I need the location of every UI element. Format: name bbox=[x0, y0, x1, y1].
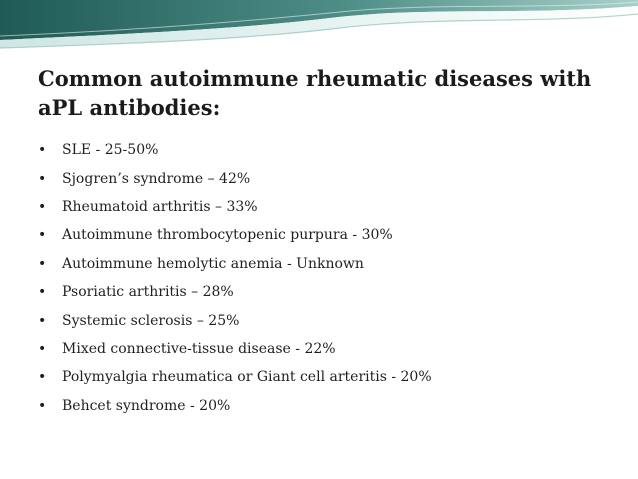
bullet-mark: • bbox=[38, 142, 47, 159]
bullet-text: Autoimmune thrombocytopenic purpura - 30% bbox=[62, 227, 393, 244]
bullet-item-hemolytic-anemia bbox=[38, 250, 432, 278]
bullet-mark: • bbox=[38, 255, 47, 272]
bullet-item-rheumatoid-arthritis bbox=[38, 193, 432, 221]
bullet-mark: • bbox=[38, 369, 47, 386]
bullet-text: Systemic sclerosis – 25% bbox=[62, 312, 240, 329]
bullet-text: Rheumatoid arthritis – 33% bbox=[62, 198, 258, 215]
bullet-mark: • bbox=[38, 397, 47, 414]
bullet-list bbox=[38, 136, 432, 420]
bullet-text: SLE - 25-50% bbox=[62, 142, 159, 159]
bullet-item-psoriatic-arthritis bbox=[38, 278, 432, 306]
bullet-mark: • bbox=[38, 312, 47, 329]
bullet-item-behcet-syndrome bbox=[38, 392, 432, 420]
bullet-item-systemic-sclerosis bbox=[38, 306, 432, 334]
bullet-mark: • bbox=[38, 340, 47, 357]
bullet-mark: • bbox=[38, 227, 47, 244]
bullet-item-sle bbox=[38, 136, 432, 164]
bullet-item-sjogren bbox=[38, 164, 432, 192]
bullet-mark: • bbox=[38, 198, 47, 215]
bullet-text: Autoimmune hemolytic anemia - Unknown bbox=[62, 255, 364, 272]
slide-title: Common autoimmune rheumatic diseases with aPL antibodies: bbox=[38, 66, 592, 120]
header-wave-decoration bbox=[0, 0, 638, 60]
bullet-text: Mixed connective-tissue disease - 22% bbox=[62, 340, 336, 357]
bullet-mark: • bbox=[38, 170, 47, 187]
bullet-text: Sjogren’s syndrome – 42% bbox=[62, 170, 251, 187]
bullet-item-mixed-connective-tissue bbox=[38, 335, 432, 363]
bullet-mark: • bbox=[38, 284, 47, 301]
bullet-item-polymyalgia-rheumatica bbox=[38, 363, 432, 391]
bullet-text: Behcet syndrome - 20% bbox=[62, 397, 231, 414]
bullet-item-thrombocytopenic-purpura bbox=[38, 221, 432, 249]
bullet-text: Polymyalgia rheumatica or Giant cell arteritis - 20% bbox=[62, 369, 432, 386]
bullet-text: Psoriatic arthritis – 28% bbox=[62, 284, 234, 301]
